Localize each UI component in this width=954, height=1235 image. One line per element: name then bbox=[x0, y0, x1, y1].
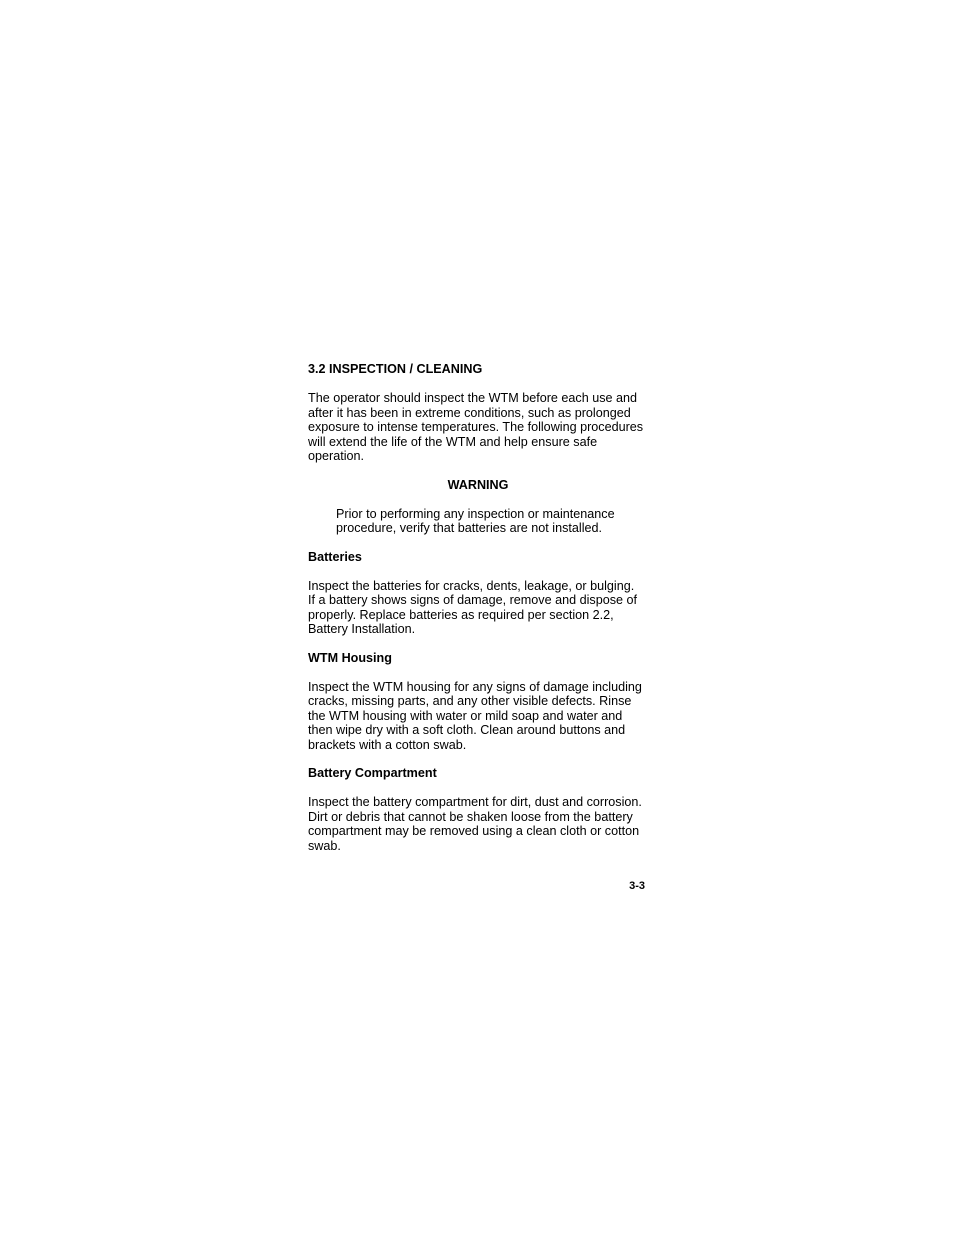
warning-title: WARNING bbox=[447, 477, 509, 492]
text-line: Inspect the batteries for cracks, dents, leakage, or bulging. bbox=[308, 578, 635, 593]
text-line: compartment may be removed using a clean cloth or cotton bbox=[308, 824, 640, 838]
text-line: cracks, missing parts, and any other visible defects. Rinse bbox=[308, 694, 632, 708]
text-line: swab. bbox=[308, 838, 341, 853]
page-number: 3-3 bbox=[629, 880, 645, 892]
text-line: procedure, verify that batteries are not installed. bbox=[336, 521, 603, 535]
batteries-paragraph bbox=[308, 579, 648, 637]
compartment-paragraph bbox=[308, 795, 648, 853]
text-line: Prior to performing any inspection or maintenance bbox=[336, 506, 615, 521]
intro-paragraph bbox=[308, 391, 648, 464]
text-line: Dirt or debris that cannot be shaken loose from the battery bbox=[308, 809, 633, 824]
text-line: properly. Replace batteries as required per section 2.2, bbox=[308, 607, 614, 622]
text-line: will extend the life of the WTM and help ensure safe bbox=[308, 434, 598, 449]
text-line: If a battery shows signs of damage, remove and dispose of bbox=[308, 593, 638, 607]
text-line: operation. bbox=[308, 449, 365, 463]
text-line: then wipe dry with a soft cloth. Clean around buttons and bbox=[308, 723, 626, 737]
section-heading: 3.2 INSPECTION / CLEANING bbox=[308, 362, 483, 376]
warning-body bbox=[336, 507, 648, 536]
text-line: brackets with a cotton swab. bbox=[308, 737, 467, 752]
text-line: after it has been in extreme conditions, such as prolonged bbox=[308, 405, 631, 420]
housing-heading: WTM Housing bbox=[308, 650, 392, 665]
text-line: the WTM housing with water or mild soap and water and bbox=[308, 708, 623, 723]
housing-paragraph bbox=[308, 680, 648, 753]
text-line: exposure to intense temperatures. The following procedures bbox=[308, 420, 644, 434]
batteries-heading: Batteries bbox=[308, 549, 362, 564]
text-line: The operator should inspect the WTM before each use and bbox=[308, 391, 638, 405]
text-line: Battery Installation. bbox=[308, 622, 416, 636]
text-line: Inspect the WTM housing for any signs of damage including bbox=[308, 679, 642, 694]
page-content bbox=[308, 362, 648, 853]
compartment-heading: Battery Compartment bbox=[308, 766, 437, 780]
text-line: Inspect the battery compartment for dirt, dust and corrosion. bbox=[308, 795, 642, 809]
